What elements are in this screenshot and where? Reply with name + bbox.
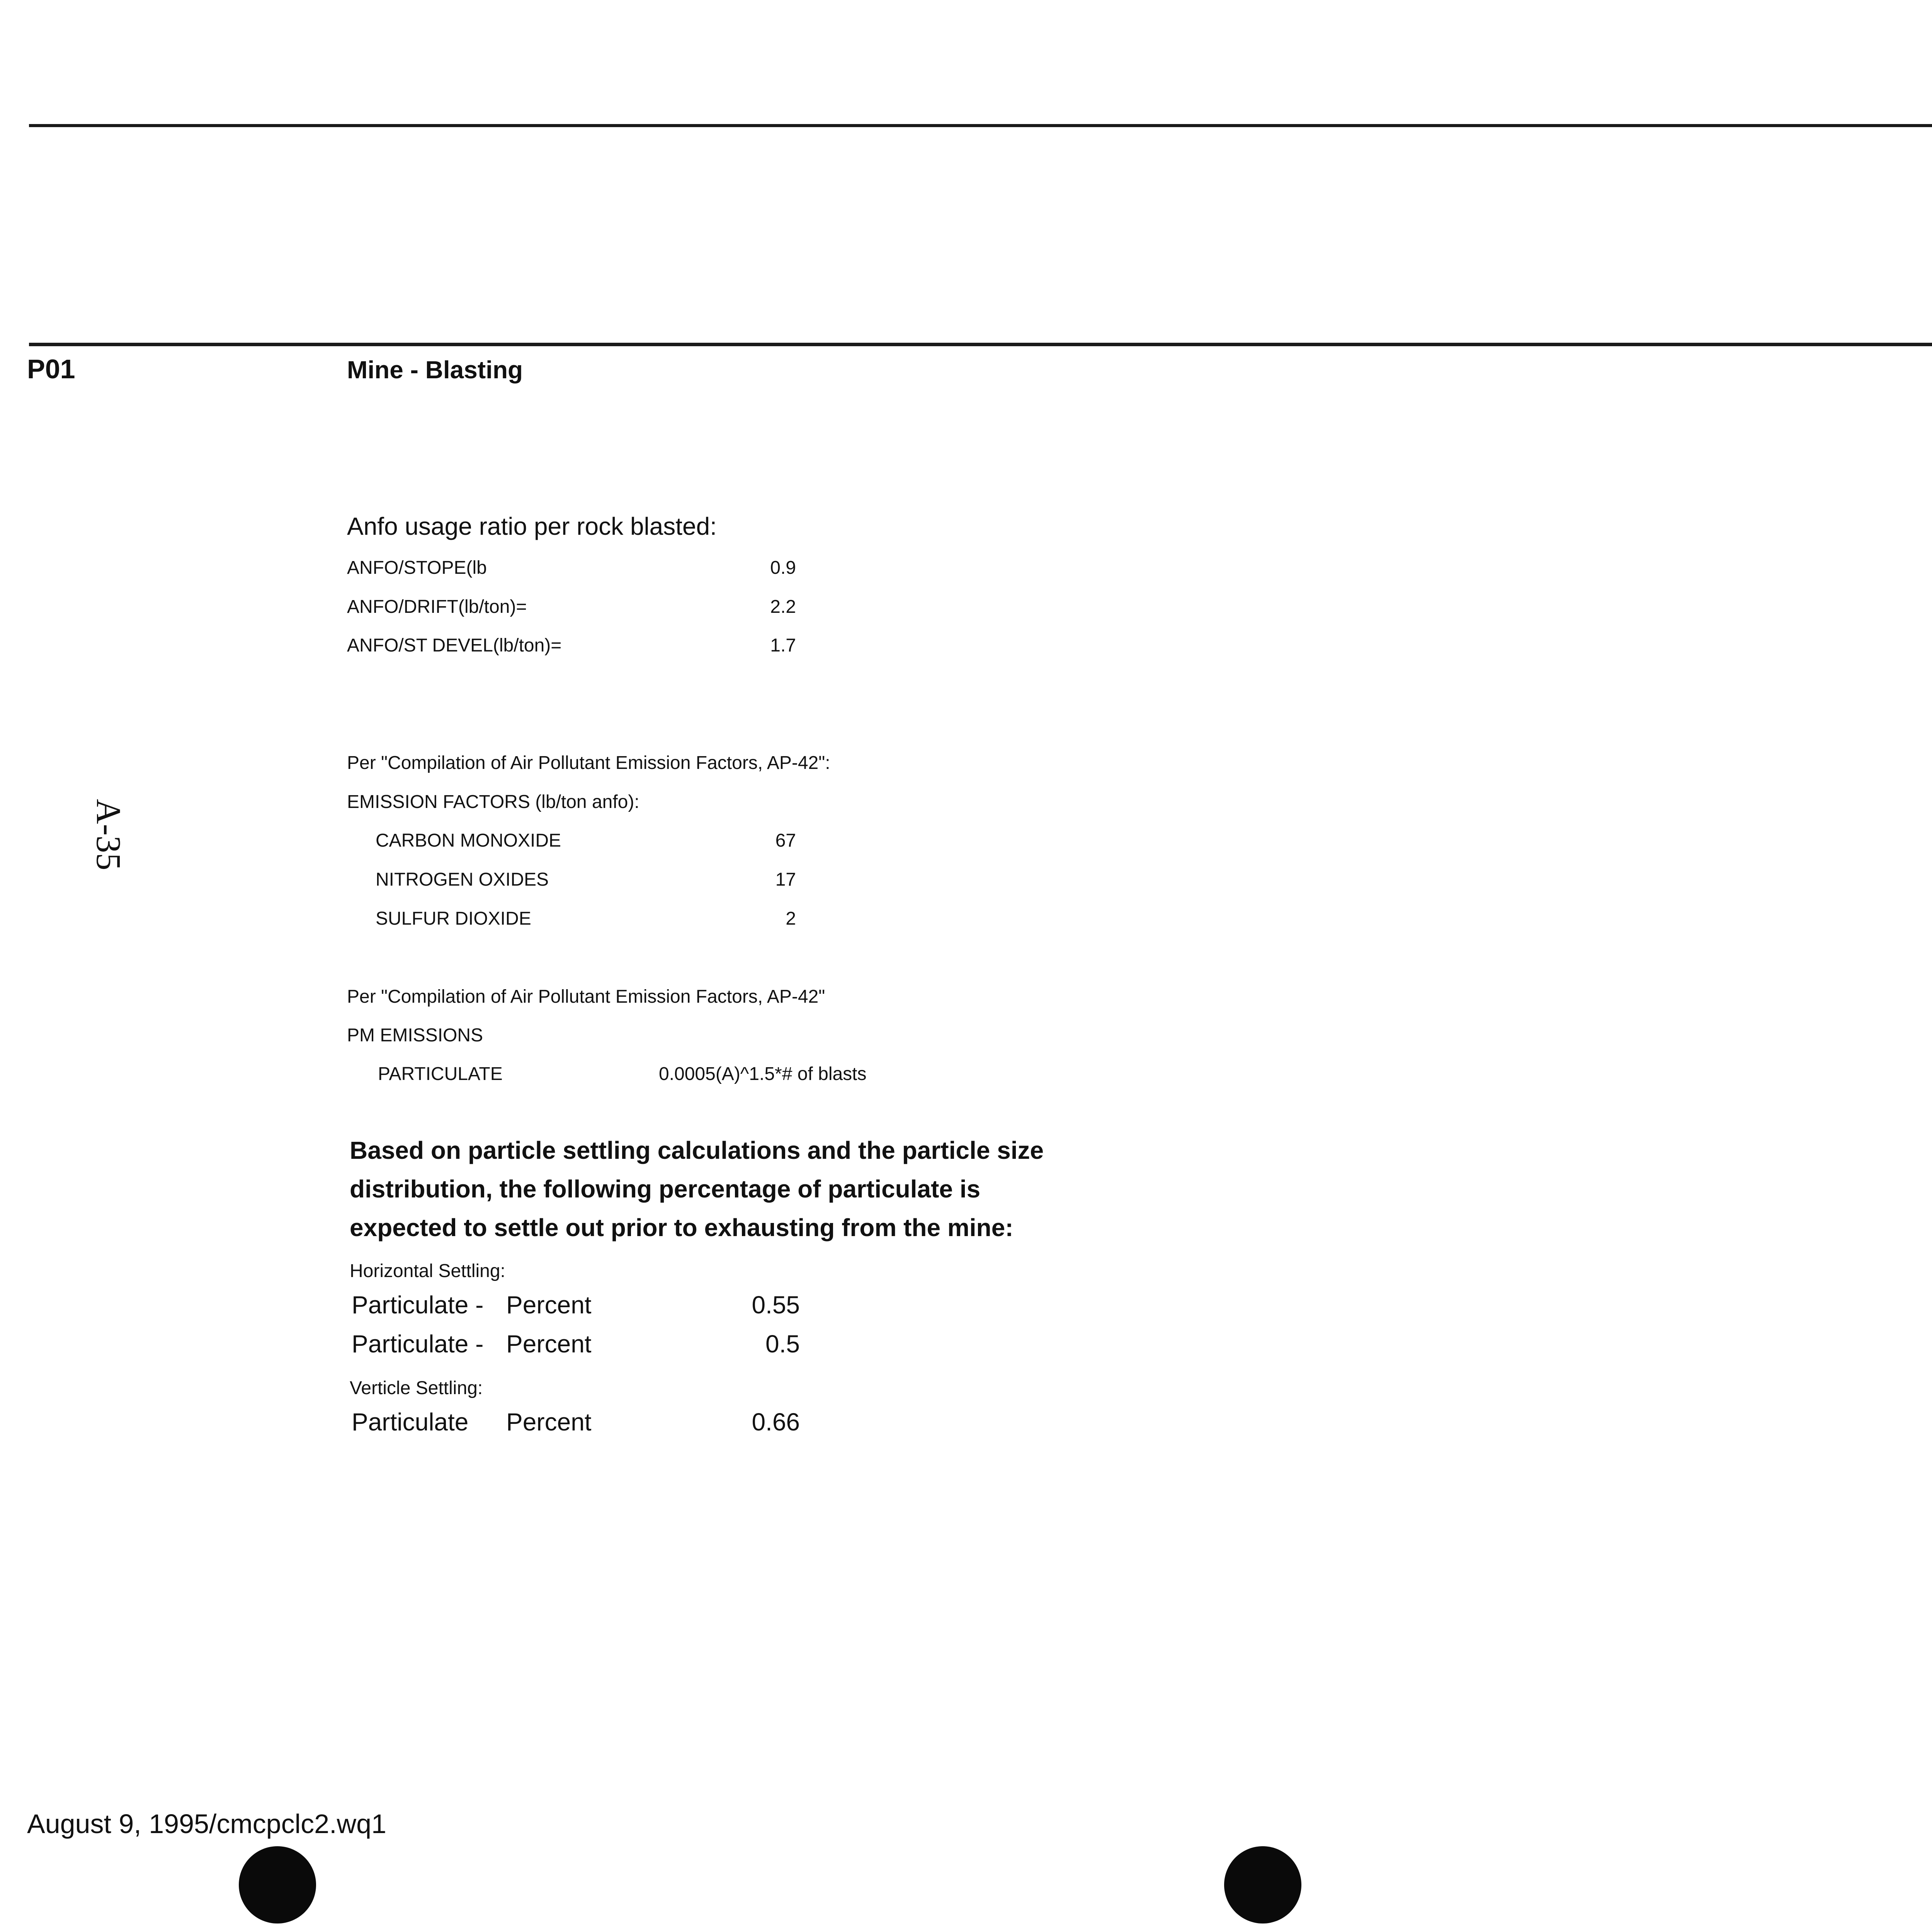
- anfo-row-label: ANFO/DRIFT(lb/ton)=: [347, 597, 527, 617]
- settling-row-unit: Percent: [506, 1408, 592, 1436]
- vertical-settling-heading: Verticle Settling:: [350, 1378, 483, 1398]
- punch-hole-left: [239, 1846, 316, 1923]
- punch-hole-center: [1224, 1846, 1301, 1923]
- settling-row-label: Particulate -: [352, 1330, 484, 1358]
- settling-paragraph-line: expected to settle out prior to exhausting from the mine:: [350, 1214, 1014, 1242]
- settling-row-value: 0.5: [765, 1330, 800, 1358]
- pm-label: PARTICULATE: [378, 1064, 503, 1084]
- anfo-row-value: 2.2: [770, 597, 796, 617]
- section-code: P01: [27, 354, 75, 384]
- settling-row-label: Particulate: [352, 1408, 469, 1436]
- section-title: Mine - Blasting: [347, 356, 523, 384]
- top-rule: [29, 124, 1932, 127]
- emission-row-label: NITROGEN OXIDES: [376, 869, 549, 890]
- pm-source: Per "Compilation of Air Pollutant Emission Factors, AP-42": [347, 986, 825, 1007]
- side-page-number: A-35: [89, 799, 128, 871]
- emission-heading: EMISSION FACTORS (lb/ton anfo):: [347, 792, 639, 812]
- anfo-row-value: 0.9: [770, 558, 796, 578]
- emission-row-value: 2: [786, 908, 796, 929]
- settling-row-unit: Percent: [506, 1291, 592, 1319]
- horizontal-settling-heading: Horizontal Settling:: [350, 1261, 505, 1281]
- header-rule: [29, 343, 1932, 346]
- anfo-heading: Anfo usage ratio per rock blasted:: [347, 512, 717, 540]
- footer-date-file: August 9, 1995/cmcpclc2.wq1: [27, 1809, 386, 1839]
- settling-row-unit: Percent: [506, 1330, 592, 1358]
- settling-paragraph-line: distribution, the following percentage of particulate is: [350, 1175, 981, 1203]
- emission-row-value: 67: [775, 830, 796, 851]
- settling-row-value: 0.66: [752, 1408, 800, 1436]
- emission-source: Per "Compilation of Air Pollutant Emission Factors, AP-42":: [347, 753, 830, 773]
- pm-heading: PM EMISSIONS: [347, 1025, 483, 1046]
- settling-paragraph-line: Based on particle settling calculations and the particle size: [350, 1136, 1044, 1164]
- emission-row-label: CARBON MONOXIDE: [376, 830, 561, 851]
- emission-row-value: 17: [775, 869, 796, 890]
- settling-row-label: Particulate -: [352, 1291, 484, 1319]
- settling-row-value: 0.55: [752, 1291, 800, 1319]
- emission-row-label: SULFUR DIOXIDE: [376, 908, 531, 929]
- pm-formula: 0.0005(A)^1.5*# of blasts: [659, 1064, 867, 1084]
- anfo-row-value: 1.7: [770, 635, 796, 656]
- anfo-row-label: ANFO/ST DEVEL(lb/ton)=: [347, 635, 562, 656]
- anfo-row-label: ANFO/STOPE(lb: [347, 558, 487, 578]
